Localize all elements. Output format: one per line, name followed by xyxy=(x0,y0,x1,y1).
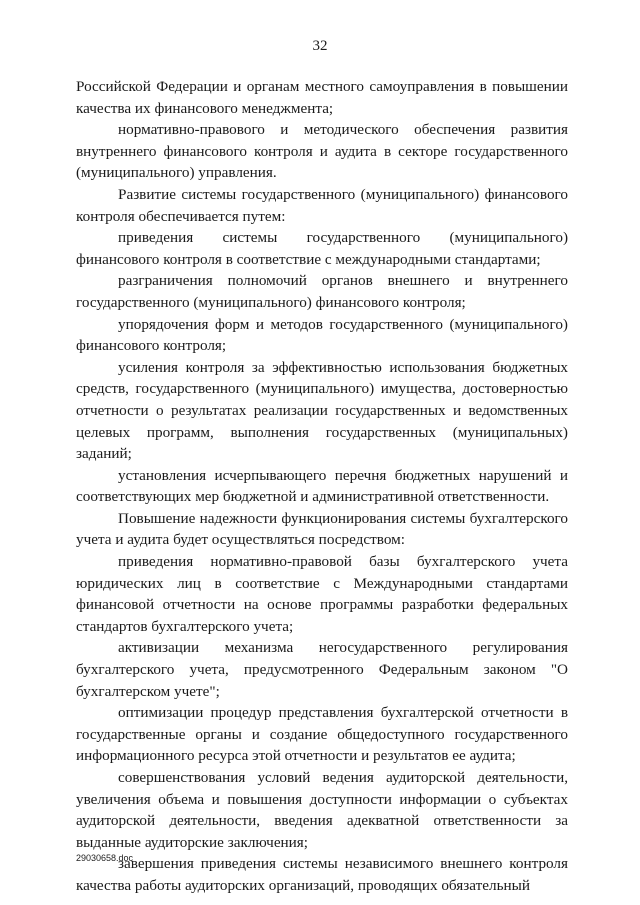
paragraph-6: упорядочения форм и методов государственного (муниципального) финансового контроля; xyxy=(76,315,568,355)
footer-filename: 29030658.doc xyxy=(76,853,134,863)
paragraph-13: совершенствования условий ведения аудиторской деятельности, увеличения объема и повышения доступности информации о субъектах аудиторской деятельности, введения адекватной ответственности за выданные аудиторские заключения; xyxy=(76,769,568,851)
paragraph-5: разграничения полномочий органов внешнего и внутреннего государственного (муниципального) финансового контроля; xyxy=(76,272,568,311)
paragraph-10: приведения нормативно-правовой базы бухгалтерского учета юридических лиц в соответствие с Международными стандартами финансовой отчетности на основе программы разработки федеральных стандартов бухгалтерского учета; xyxy=(76,553,568,635)
paragraph-14: завершения приведения системы независимого внешнего контроля качества работы аудиторских организаций, проводящих обязательный xyxy=(76,855,568,894)
document-body xyxy=(76,76,568,897)
paragraph-2: нормативно-правового и методического обеспечения развития внутреннего финансового контроля и аудита в секторе государственного (муниципального) управления. xyxy=(76,121,568,182)
paragraph-7: усиления контроля за эффективностью использования бюджетных средств, государственного (муниципального) имущества, достоверностью отчетности о результатах реализации государственных и ведомственных целевых программ, выполнения государственных (муниципальных) заданий; xyxy=(76,358,568,463)
paragraph-1: Российской Федерации и органам местного самоуправления в повышении качества их финансового менеджмента; xyxy=(76,78,568,117)
paragraph-8: установления исчерпывающего перечня бюджетных нарушений и соответствующих мер бюджетной и административной ответственности. xyxy=(76,466,568,506)
paragraph-12: оптимизации процедур представления бухгалтерской отчетности в государственные органы и создание общедоступного государственного информационного ресурса этой отчетности и результатов ее аудита; xyxy=(76,704,568,765)
page-number: 32 xyxy=(312,38,328,54)
paragraph-11: активизации механизма негосударственного регулирования бухгалтерского учета, предусмотренного Федеральным законом "О бухгалтерском учете"; xyxy=(76,639,568,700)
paragraph-9: Повышение надежности функционирования системы бухгалтерского учета и аудита будет осуществляться посредством: xyxy=(76,509,568,549)
paragraph-4: приведения системы государственного (муниципального) финансового контроля в соответствие с международными стандартами; xyxy=(76,229,568,268)
paragraph-3: Развитие системы государственного (муниципального) финансового контроля обеспечивается путем: xyxy=(76,185,568,225)
